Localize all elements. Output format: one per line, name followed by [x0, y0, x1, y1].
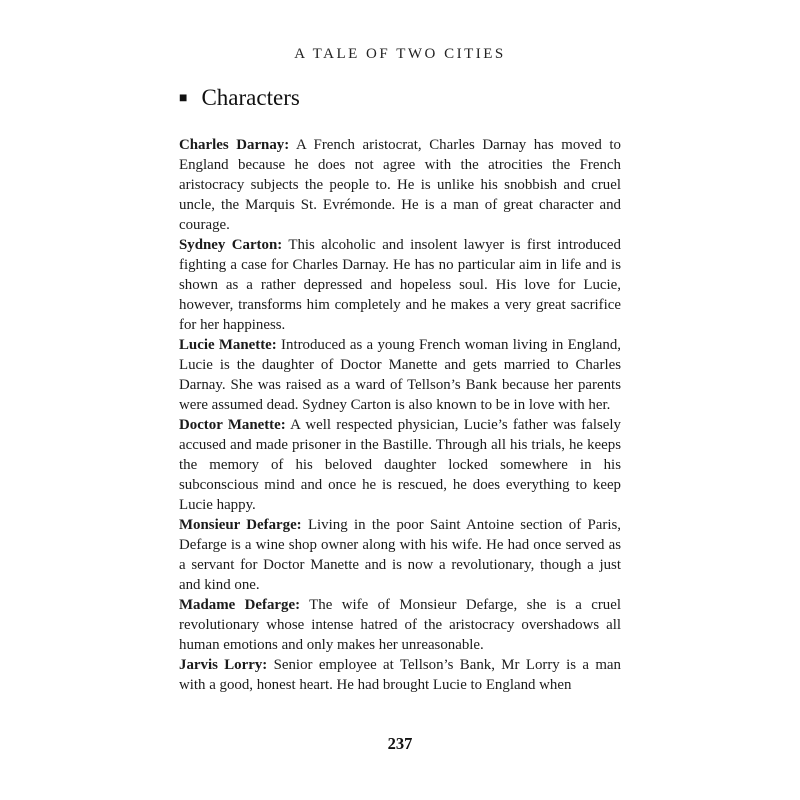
character-description: This alcoholic and insolent lawyer is first introduced fighting a case for Charles Darnay. He has no particular aim in life and is shown as a rather depressed and hopeless soul. His love for Lucie, however, transforms him completely and he makes a very great sacrifice for her happiness. — [179, 237, 621, 333]
section-heading — [179, 85, 621, 111]
character-name: Lucie Manette: — [179, 337, 277, 353]
character-entry — [179, 135, 621, 235]
character-name: Madame Defarge: — [179, 597, 301, 613]
running-header-book-title: A TALE OF TWO CITIES — [294, 46, 506, 62]
character-name: Monsieur Defarge: — [179, 517, 302, 533]
square-bullet-icon: ■ — [179, 91, 188, 106]
character-name: Charles Darnay: — [179, 137, 290, 153]
character-entry — [179, 415, 621, 515]
character-entry — [179, 335, 621, 415]
character-description: A French aristocrat, Charles Darnay has moved to England because he does not agree with the atrocities the French aristocracy subjects the people to. He is unlike his snobbish and cruel uncle, the Marquis St. Evrémonde. He is a man of great character and courage. — [179, 137, 621, 233]
character-description: Living in the poor Saint Antoine section of Paris, Defarge is a wine shop owner along with his wife. He had once served as a servant for Doctor Manette and is now a revolutionary, though a just and kind one. — [179, 517, 621, 593]
character-entry — [179, 515, 621, 595]
character-description: Introduced as a young French woman living in England, Lucie is the daughter of Doctor Manette and gets married to Charles Darnay. She was raised as a ward of Tellson’s Bank because her parents were assumed dead. Sydney Carton is also known to be in love with her. — [179, 337, 621, 413]
character-name: Jarvis Lorry: — [179, 657, 268, 673]
character-description: The wife of Monsieur Defarge, she is a cruel revolutionary whose intense hatred of the aristocracy overshadows all human emotions and only makes her unreasonable. — [179, 597, 621, 653]
character-entry — [179, 235, 621, 335]
characters-list — [179, 135, 621, 695]
character-name: Doctor Manette: — [179, 417, 286, 433]
character-entry — [179, 595, 621, 655]
character-description: A well respected physician, Lucie’s father was falsely accused and made prisoner in the Bastille. Through all his trials, he keeps the memory of his beloved daughter locked somewhere in his subconscious mind and once he is rescued, he does everything to keep Lucie happy. — [179, 417, 621, 513]
section-title: Characters — [201, 85, 300, 110]
character-description: Senior employee at Tellson’s Bank, Mr Lorry is a man with a good, honest heart. He had brought Lucie to England when — [179, 657, 621, 693]
character-entry — [179, 655, 621, 695]
character-name: Sydney Carton: — [179, 237, 283, 253]
page-number: 237 — [387, 734, 413, 753]
